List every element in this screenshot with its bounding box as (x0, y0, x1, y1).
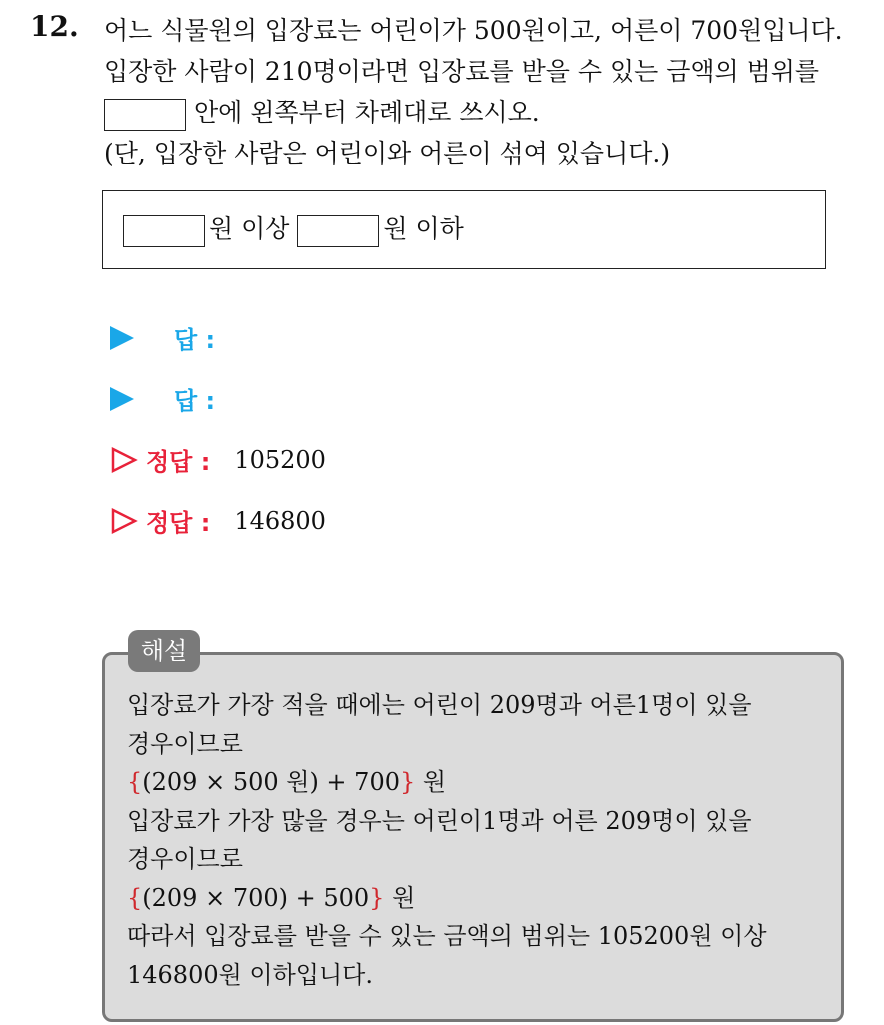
formula-expression: (209 × 500 원) + 700 (142, 768, 400, 796)
formula-unit: 원 (384, 883, 416, 912)
formula-expression: (209 × 700) + 500 (142, 883, 370, 912)
fill-word-max: 원 이하 (383, 214, 464, 243)
answer-label: 답 : (174, 387, 216, 415)
explanation-line: 경우이므로 (127, 729, 243, 758)
brace-open: { (127, 768, 143, 796)
formula-unit: 원 (415, 768, 447, 796)
question-line-1: 어느 식물원의 입장료는 어린이가 500원이고, 어른이 700원입니다. (104, 16, 843, 45)
minimum-answer-blank[interactable] (123, 215, 205, 247)
explanation-line: 경우이므로 (127, 845, 243, 873)
brace-close: } (369, 883, 385, 912)
correct-answer-value: 105200 (234, 445, 326, 474)
correct-answer-value: 146800 (234, 506, 326, 535)
explanation-line: 입장료가 가장 많을 경우는 어린이1명과 어른 209명이 있을 (127, 806, 752, 835)
answer-row-2 (110, 381, 215, 416)
question-line-4: (단, 입장한 사람은 어린이와 어른이 섞여 있습니다.) (104, 139, 671, 168)
brace-open: { (127, 883, 143, 912)
fill-in-box (102, 190, 826, 269)
explanation-line: 146800원 이하입니다. (127, 960, 373, 989)
question-number: 12. (30, 10, 79, 43)
explanation-body (127, 686, 833, 994)
maximum-answer-blank[interactable] (297, 215, 379, 247)
play-triangle-icon (110, 387, 134, 411)
fill-in-row (123, 213, 472, 247)
question-line-3-text: 안에 왼쪽부터 차례대로 쓰시오. (194, 98, 540, 127)
answer-blank-sample (104, 99, 186, 131)
correct-answer-label: 정답 : (146, 509, 211, 537)
explanation-tab: 해설 (128, 630, 200, 672)
correct-answer-label: 정답 : (146, 448, 211, 476)
explanation-formula (127, 879, 833, 918)
answer-label: 답 : (174, 326, 216, 354)
explanation-line: 따라서 입장료를 받을 수 있는 금액의 범위는 105200원 이상 (127, 922, 767, 950)
correct-answer-row-2 (110, 503, 326, 538)
explanation-line: 입장료가 가장 적을 때에는 어린이 209명과 어른1명이 있을 (127, 691, 752, 719)
answer-row-1 (110, 320, 215, 355)
brace-close: } (399, 768, 416, 796)
question-line-3 (104, 92, 874, 133)
explanation-formula (127, 763, 833, 802)
question-text (104, 10, 874, 174)
correct-answer-row-1 (110, 442, 326, 477)
play-triangle-icon (110, 326, 134, 350)
fill-word-min: 원 이상 (209, 214, 290, 243)
outline-triangle-icon (110, 507, 138, 535)
question-line-2: 입장한 사람이 210명이라면 입장료를 받을 수 있는 금액의 범위를 (104, 57, 820, 86)
outline-triangle-icon (110, 446, 138, 474)
